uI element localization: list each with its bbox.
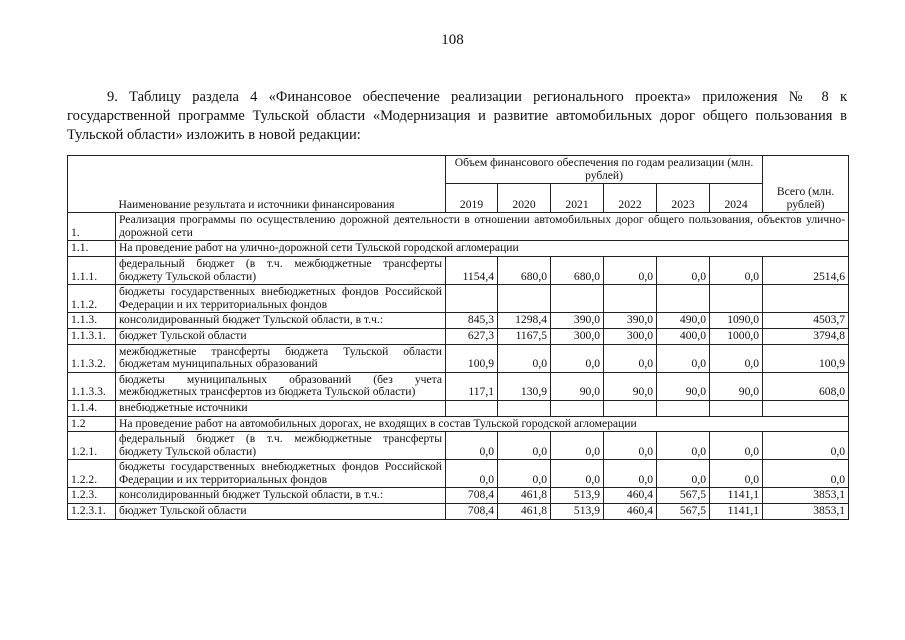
row-description: бюджеты государственных внебюджетных фондов Российской Федерации и их территориальных фондов xyxy=(116,460,446,488)
table-row xyxy=(68,344,849,372)
value-cell-2024: 0,0 xyxy=(710,344,763,372)
table-row xyxy=(68,504,849,520)
row-number: 1.2 xyxy=(68,416,116,432)
value-cell-2020 xyxy=(498,400,551,416)
value-cell-total: 3853,1 xyxy=(763,504,849,520)
value-cell-2019: 0,0 xyxy=(446,432,498,460)
value-cell-2022: 0,0 xyxy=(604,432,657,460)
value-cell-total: 100,9 xyxy=(763,344,849,372)
row-number: 1. xyxy=(68,213,116,241)
value-cell-2024: 1000,0 xyxy=(710,328,763,344)
value-cell-2019: 0,0 xyxy=(446,460,498,488)
row-number: 1.1.1. xyxy=(68,256,116,284)
header-name-column: Наименование результата и источники финансирования xyxy=(68,156,446,213)
value-cell-total: 0,0 xyxy=(763,460,849,488)
value-cell-total: 608,0 xyxy=(763,372,849,400)
value-cell-2021: 0,0 xyxy=(551,344,604,372)
value-cell-2022: 0,0 xyxy=(604,460,657,488)
row-number: 1.2.2. xyxy=(68,460,116,488)
value-cell-2021: 390,0 xyxy=(551,313,604,329)
row-heading: На проведение работ на улично-дорожной сети Тульской городской агломерации xyxy=(116,241,849,257)
value-cell-2021: 680,0 xyxy=(551,256,604,284)
value-cell-2023: 0,0 xyxy=(657,432,710,460)
row-number: 1.2.1. xyxy=(68,432,116,460)
row-description: бюджет Тульской области xyxy=(116,504,446,520)
value-cell-2021: 90,0 xyxy=(551,372,604,400)
value-cell-2024: 1141,1 xyxy=(710,504,763,520)
header-year-2021: 2021 xyxy=(551,184,604,213)
header-years-group: Объем финансового обеспечения по годам реализации (млн. рублей) xyxy=(446,156,763,184)
value-cell-total: 2514,6 xyxy=(763,256,849,284)
value-cell-2023: 567,5 xyxy=(657,488,710,504)
value-cell-2022: 390,0 xyxy=(604,313,657,329)
value-cell-2022: 460,4 xyxy=(604,504,657,520)
value-cell-total: 0,0 xyxy=(763,432,849,460)
row-number: 1.1.2. xyxy=(68,285,116,313)
value-cell-2020: 0,0 xyxy=(498,344,551,372)
value-cell-2024: 0,0 xyxy=(710,432,763,460)
value-cell-2019: 117,1 xyxy=(446,372,498,400)
value-cell-2024: 1141,1 xyxy=(710,488,763,504)
financing-table xyxy=(67,155,849,520)
value-cell-total xyxy=(763,285,849,313)
table-row xyxy=(68,313,849,329)
intro-paragraph xyxy=(67,88,847,145)
table-body xyxy=(68,213,849,519)
table-row xyxy=(68,400,849,416)
value-cell-2023: 0,0 xyxy=(657,460,710,488)
value-cell-total: 3794,8 xyxy=(763,328,849,344)
table-row xyxy=(68,432,849,460)
table-subsection-row xyxy=(68,416,849,432)
row-number: 1.1.3.2. xyxy=(68,344,116,372)
value-cell-2024: 90,0 xyxy=(710,372,763,400)
row-description: бюджеты муниципальных образований (без учета межбюджетных трансфертов из бюджета Тульской области) xyxy=(116,372,446,400)
row-description: федеральный бюджет (в т.ч. межбюджетные трансферты бюджету Тульской области) xyxy=(116,432,446,460)
value-cell-2022: 0,0 xyxy=(604,256,657,284)
value-cell-2021: 0,0 xyxy=(551,432,604,460)
value-cell-2023: 0,0 xyxy=(657,256,710,284)
value-cell-2019: 708,4 xyxy=(446,488,498,504)
header-year-2019: 2019 xyxy=(446,184,498,213)
row-description: федеральный бюджет (в т.ч. межбюджетные трансферты бюджету Тульской области) xyxy=(116,256,446,284)
row-description: межбюджетные трансферты бюджета Тульской области бюджетам муниципальных образований xyxy=(116,344,446,372)
table-section-row xyxy=(68,213,849,241)
table-row xyxy=(68,285,849,313)
header-year-2022: 2022 xyxy=(604,184,657,213)
row-description: консолидированный бюджет Тульской области, в т.ч.: xyxy=(116,313,446,329)
row-number: 1.1.3. xyxy=(68,313,116,329)
row-number: 1.1. xyxy=(68,241,116,257)
value-cell-2024: 0,0 xyxy=(710,256,763,284)
value-cell-2020: 461,8 xyxy=(498,504,551,520)
row-number: 1.1.4. xyxy=(68,400,116,416)
value-cell-2020: 0,0 xyxy=(498,432,551,460)
value-cell-2024: 0,0 xyxy=(710,460,763,488)
value-cell-2023: 567,5 xyxy=(657,504,710,520)
value-cell-2020 xyxy=(498,285,551,313)
value-cell-2022 xyxy=(604,285,657,313)
header-year-2023: 2023 xyxy=(657,184,710,213)
value-cell-2019: 708,4 xyxy=(446,504,498,520)
table-row xyxy=(68,256,849,284)
header-total: Всего (млн. рублей) xyxy=(763,156,849,213)
table-header-row xyxy=(68,156,849,184)
value-cell-2021: 513,9 xyxy=(551,488,604,504)
table-row xyxy=(68,328,849,344)
value-cell-2019 xyxy=(446,400,498,416)
table-row xyxy=(68,488,849,504)
value-cell-2019: 1154,4 xyxy=(446,256,498,284)
header-year-2024: 2024 xyxy=(710,184,763,213)
value-cell-2021: 0,0 xyxy=(551,460,604,488)
value-cell-2022: 300,0 xyxy=(604,328,657,344)
intro-text: 9. Таблицу раздела 4 «Финансовое обеспечение реализации регионального проекта» приложения № 8 к государственной программе Тульской области «Модернизация и развитие автомобильных дорог общего пользования в Тульской области» изложить в новой редакции: xyxy=(67,89,847,143)
value-cell-2022: 90,0 xyxy=(604,372,657,400)
value-cell-2023 xyxy=(657,400,710,416)
value-cell-2019: 100,9 xyxy=(446,344,498,372)
row-heading: Реализация программы по осуществлению дорожной деятельности в отношении автомобильных дорог общего пользования, объектов улично-дорожной сети xyxy=(116,213,849,241)
value-cell-2020: 1298,4 xyxy=(498,313,551,329)
row-heading: На проведение работ на автомобильных дорогах, не входящих в состав Тульской городской агломерации xyxy=(116,416,849,432)
header-year-2020: 2020 xyxy=(498,184,551,213)
value-cell-2019: 627,3 xyxy=(446,328,498,344)
value-cell-2020: 0,0 xyxy=(498,460,551,488)
row-number: 1.2.3. xyxy=(68,488,116,504)
table-row xyxy=(68,372,849,400)
value-cell-2019: 845,3 xyxy=(446,313,498,329)
row-description: консолидированный бюджет Тульской области, в т.ч.: xyxy=(116,488,446,504)
table-row xyxy=(68,460,849,488)
value-cell-2022: 0,0 xyxy=(604,344,657,372)
value-cell-2022: 460,4 xyxy=(604,488,657,504)
value-cell-2021 xyxy=(551,285,604,313)
value-cell-2019 xyxy=(446,285,498,313)
value-cell-2024 xyxy=(710,400,763,416)
value-cell-total: 4503,7 xyxy=(763,313,849,329)
row-number: 1.2.3.1. xyxy=(68,504,116,520)
value-cell-2022 xyxy=(604,400,657,416)
value-cell-2023: 490,0 xyxy=(657,313,710,329)
value-cell-2021: 300,0 xyxy=(551,328,604,344)
value-cell-2020: 1167,5 xyxy=(498,328,551,344)
value-cell-total xyxy=(763,400,849,416)
value-cell-2023: 0,0 xyxy=(657,344,710,372)
row-description: внебюджетные источники xyxy=(116,400,446,416)
value-cell-2020: 461,8 xyxy=(498,488,551,504)
value-cell-2024: 1090,0 xyxy=(710,313,763,329)
row-description: бюджет Тульской области xyxy=(116,328,446,344)
row-number: 1.1.3.1. xyxy=(68,328,116,344)
value-cell-2021: 513,9 xyxy=(551,504,604,520)
value-cell-2023 xyxy=(657,285,710,313)
row-number: 1.1.3.3. xyxy=(68,372,116,400)
page-number: 108 xyxy=(441,32,464,48)
value-cell-total: 3853,1 xyxy=(763,488,849,504)
value-cell-2020: 130,9 xyxy=(498,372,551,400)
value-cell-2023: 90,0 xyxy=(657,372,710,400)
row-description: бюджеты государственных внебюджетных фондов Российской Федерации и их территориальных фондов xyxy=(116,285,446,313)
value-cell-2024 xyxy=(710,285,763,313)
value-cell-2020: 680,0 xyxy=(498,256,551,284)
value-cell-2023: 400,0 xyxy=(657,328,710,344)
value-cell-2021 xyxy=(551,400,604,416)
table-subsection-row xyxy=(68,241,849,257)
